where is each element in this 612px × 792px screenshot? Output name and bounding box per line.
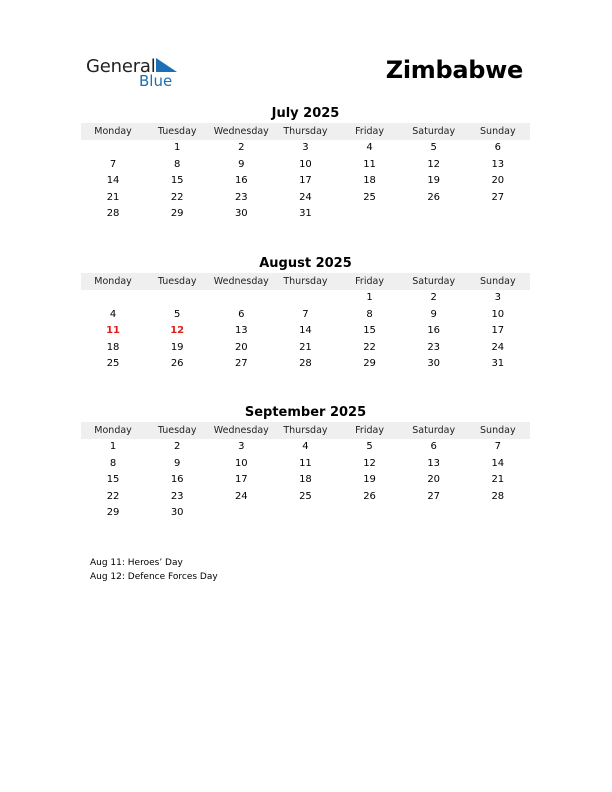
- day-cell: 8: [109, 457, 117, 469]
- day-cell: 25: [106, 358, 120, 369]
- day-cell: 28: [106, 208, 120, 219]
- day-cell: 15: [170, 175, 184, 186]
- empty-day-cell: [338, 505, 402, 522]
- day-cell: 18: [299, 474, 312, 485]
- day-grid: [81, 140, 530, 223]
- weekday-label: Wednesday: [213, 425, 269, 436]
- holiday-note: Aug 12: Defence Forces Day: [90, 572, 218, 582]
- empty-day-cell: [81, 140, 145, 157]
- day-cell: 3: [302, 142, 309, 153]
- day-grid: [81, 290, 530, 373]
- day-cell: 21: [106, 191, 120, 203]
- holiday-note: Aug 11: Heroes’ Day: [90, 558, 183, 568]
- day-cell: 21: [299, 341, 312, 353]
- day-cell: 3: [238, 441, 245, 452]
- day-cell: 30: [427, 358, 441, 369]
- day-cell: 11: [299, 457, 312, 469]
- day-cell: 6: [430, 441, 437, 452]
- day-cell: 4: [302, 441, 309, 452]
- day-cell: 9: [174, 457, 181, 469]
- weekday-label: Tuesday: [157, 425, 197, 436]
- day-cell: 16: [234, 175, 248, 186]
- weekday-label: Monday: [94, 276, 132, 287]
- weekday-label: Wednesday: [213, 276, 269, 287]
- day-cell: 18: [106, 341, 120, 353]
- day-cell: 10: [299, 158, 312, 170]
- day-cell: 7: [302, 308, 309, 320]
- day-cell: 14: [491, 457, 505, 469]
- empty-day-cell: [338, 206, 402, 223]
- month-title: July 2025: [271, 106, 340, 121]
- empty-day-cell: [273, 505, 337, 522]
- day-cell: 13: [234, 325, 248, 336]
- day-cell: 5: [366, 441, 373, 452]
- day-cell: 5: [430, 142, 437, 153]
- day-cell: 28: [299, 358, 312, 369]
- day-cell: 4: [366, 142, 373, 153]
- day-cell: 22: [363, 341, 376, 353]
- day-cell: 2: [238, 142, 245, 153]
- day-cell: 25: [299, 490, 312, 502]
- day-cell: 7: [109, 158, 117, 170]
- weekday-label: Sunday: [480, 276, 516, 287]
- day-cell: 9: [238, 158, 245, 170]
- day-cell: 8: [366, 308, 373, 320]
- day-cell: 25: [363, 191, 376, 203]
- day-cell: 19: [427, 175, 441, 186]
- weekday-label: Wednesday: [213, 126, 269, 137]
- day-cell: 10: [491, 308, 505, 320]
- empty-day-cell: [145, 290, 209, 307]
- day-cell: 6: [238, 308, 245, 320]
- day-cell: 29: [363, 358, 376, 369]
- day-cell: 24: [234, 490, 248, 502]
- day-cell: 20: [234, 341, 248, 353]
- day-cell: 22: [170, 191, 184, 203]
- weekday-header-row: [81, 123, 530, 140]
- day-cell: 15: [363, 325, 376, 336]
- day-cell: 16: [170, 474, 184, 485]
- logo-text-general: General: [86, 56, 156, 77]
- month-title: August 2025: [259, 256, 352, 271]
- weekday-label: Friday: [355, 276, 384, 287]
- day-cell: 12: [170, 325, 185, 336]
- logo-text-blue: Blue: [139, 72, 173, 90]
- weekday-label: Sunday: [480, 126, 516, 137]
- weekday-label: Saturday: [412, 425, 456, 436]
- day-cell: 23: [170, 490, 184, 502]
- day-grid: [81, 439, 530, 522]
- day-cell: 16: [427, 325, 441, 336]
- day-cell: 12: [363, 457, 376, 469]
- empty-day-cell: [273, 290, 337, 307]
- day-cell: 1: [174, 142, 181, 153]
- day-cell: 17: [234, 474, 248, 485]
- general-blue-logo: [86, 55, 186, 91]
- day-cell: 8: [174, 158, 181, 170]
- empty-day-cell: [209, 505, 273, 522]
- weekday-label: Thursday: [283, 126, 328, 137]
- day-cell: 27: [491, 191, 505, 203]
- month-calendar-september: [81, 405, 530, 522]
- day-cell: 11: [363, 158, 376, 170]
- day-cell: 15: [106, 474, 120, 485]
- month-calendar-august: [81, 256, 530, 373]
- day-cell: 19: [170, 341, 184, 353]
- day-cell: 1: [109, 441, 117, 452]
- holiday-notes: [90, 556, 218, 584]
- empty-day-cell: [402, 206, 466, 223]
- day-cell: 7: [494, 441, 501, 452]
- weekday-label: Monday: [94, 126, 132, 137]
- day-cell: 1: [366, 292, 373, 303]
- day-cell: 30: [170, 507, 184, 518]
- day-cell: 29: [106, 507, 120, 518]
- day-cell: 24: [491, 341, 505, 353]
- day-cell: 30: [234, 208, 248, 219]
- day-cell: 17: [299, 175, 312, 186]
- day-cell: 11: [106, 325, 121, 336]
- weekday-label: Saturday: [412, 276, 456, 287]
- weekday-label: Thursday: [283, 425, 328, 436]
- day-cell: 3: [494, 292, 501, 303]
- day-cell: 26: [170, 358, 184, 369]
- weekday-label: Thursday: [283, 276, 328, 287]
- day-cell: 24: [299, 191, 312, 203]
- day-cell: 4: [109, 308, 117, 320]
- day-cell: 14: [106, 175, 120, 186]
- empty-day-cell: [402, 505, 466, 522]
- day-cell: 31: [491, 358, 505, 369]
- day-cell: 20: [427, 474, 441, 485]
- month-title: September 2025: [244, 405, 367, 420]
- weekday-label: Monday: [94, 425, 132, 436]
- empty-day-cell: [466, 206, 530, 223]
- weekday-label: Saturday: [412, 126, 456, 137]
- day-cell: 13: [427, 457, 441, 469]
- weekday-label: Friday: [355, 425, 384, 436]
- weekday-label: Sunday: [480, 425, 516, 436]
- day-cell: 13: [491, 158, 505, 170]
- day-cell: 23: [234, 191, 248, 203]
- logo-triangle-icon: [156, 58, 177, 72]
- day-cell: 31: [299, 208, 312, 219]
- day-cell: 28: [491, 490, 505, 502]
- day-cell: 27: [427, 490, 441, 502]
- empty-day-cell: [81, 290, 145, 307]
- day-cell: 23: [427, 341, 441, 353]
- day-cell: 6: [494, 142, 501, 153]
- empty-day-cell: [466, 505, 530, 522]
- day-cell: 14: [299, 325, 312, 336]
- weekday-header-row: [81, 273, 530, 290]
- day-cell: 2: [174, 441, 181, 452]
- day-cell: 12: [427, 158, 441, 170]
- day-cell: 2: [430, 292, 437, 303]
- weekday-label: Friday: [355, 126, 384, 137]
- day-cell: 9: [430, 308, 437, 320]
- day-cell: 18: [363, 175, 376, 186]
- day-cell: 21: [491, 474, 505, 485]
- empty-day-cell: [209, 290, 273, 307]
- day-cell: 22: [106, 490, 120, 502]
- day-cell: 26: [427, 191, 441, 203]
- day-cell: 10: [234, 457, 248, 469]
- day-cell: 27: [234, 358, 248, 369]
- day-cell: 17: [491, 325, 505, 336]
- day-cell: 5: [174, 308, 181, 320]
- weekday-label: Tuesday: [157, 126, 197, 137]
- day-cell: 19: [363, 474, 376, 485]
- month-calendar-july: [81, 106, 530, 223]
- day-cell: 26: [363, 490, 376, 502]
- country-title: Zimbabwe: [385, 56, 523, 84]
- day-cell: 20: [491, 175, 505, 186]
- weekday-label: Tuesday: [157, 276, 197, 287]
- day-cell: 29: [170, 208, 184, 219]
- weekday-header-row: [81, 422, 530, 439]
